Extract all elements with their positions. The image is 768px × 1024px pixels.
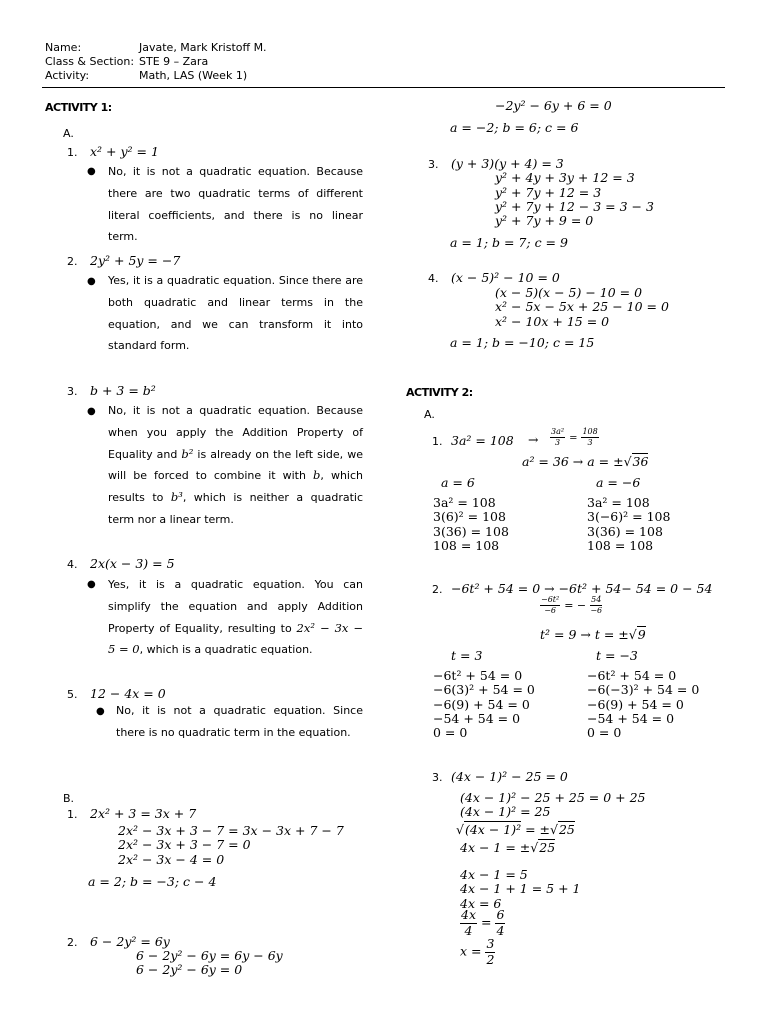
b4-coefficients: a = 1; b = −10; c = 15 [450, 335, 595, 350]
b2-step2: 6 − 2y² − 6y = 0 [136, 962, 243, 977]
bullet-icon: ● [87, 406, 96, 417]
p1-positive-root: a = 6 [441, 475, 475, 490]
name-label: Name: [45, 41, 82, 54]
activity1-part-a: A. [63, 127, 74, 140]
p2-line3: t² = 9 → t = ±√9 [540, 627, 646, 642]
a1-item1-num: 1. [67, 146, 78, 159]
b3-step2: y² + 7y + 12 = 3 [495, 185, 602, 200]
p1-check-positive: 3a² = 108 3(6)² = 108 3(36) = 108 108 = 108 [433, 495, 509, 553]
p3-sqrt-step: √(4x − 1)² = ±√25 [456, 822, 575, 837]
b2-num: 2. [67, 936, 78, 949]
p2-positive-root: t = 3 [451, 648, 483, 663]
a1-item5-num: 5. [67, 688, 78, 701]
header-divider [42, 87, 725, 88]
a1-item5-eq: 12 − 4x = 0 [90, 686, 166, 701]
a1-item2-answer: Yes, it is a quadratic equation. Since there are both quadratic and linear terms in the equation, and we can transform it into standard form. [108, 274, 363, 353]
b1-step3: 2x² − 3x − 4 = 0 [118, 852, 225, 867]
a1-item1-eq: x² + y² = 1 [90, 144, 159, 159]
p1-eq: 3a² = 108 [451, 433, 514, 448]
b4-step3: x² − 10x + 15 = 0 [495, 314, 610, 329]
activity2-title: ACTIVITY 2: [406, 386, 473, 399]
p2-negative-root: t = −3 [596, 648, 638, 663]
activity-label: Activity: [45, 69, 90, 82]
a1-item2-eq: 2y² + 5y = −7 [90, 253, 181, 268]
p2-eq: −6t² + 54 = 0 → −6t² + 54− 54 = 0 − 54 [451, 581, 713, 596]
b2-step3: −2y² − 6y + 6 = 0 [495, 98, 612, 113]
a1-item4-answer: Yes, it is a quadratic equation. You can simplify the equation and apply Addition Property of Equality, resulting to 2x² − 3x − 5 = 0, which is a quadratic equation. [108, 578, 363, 657]
p3-solution: x = $\frac{3}{2}$ [460, 936, 495, 967]
name-value: Javate, Mark Kristoff M. [139, 41, 267, 54]
p1-fraction: $\frac{\text{3a²}}{3}$ = $\frac{108}{3}$ [551, 427, 598, 447]
p3-steps-c: 4x − 1 = 5 4x − 1 + 1 = 5 + 1 4x = 6 [460, 867, 581, 911]
arrow-right-icon: → [528, 432, 539, 447]
p2-check-positive: −6t² + 54 = 0 −6(3)² + 54 = 0 −6(9) + 54 = 0 −54 + 54 = 0 0 = 0 [433, 668, 535, 741]
b1-coefficients: a = 2; b = −3; c − 4 [88, 874, 217, 889]
a1-item2-num: 2. [67, 255, 78, 268]
p1-line2: a² = 36 → a = ±√36 [522, 454, 649, 469]
bullet-icon: ● [87, 166, 96, 177]
p1-num: 1. [432, 435, 443, 448]
p3-step-b: 4x − 1 = ±√25 [460, 840, 556, 855]
a1-item3-num: 3. [67, 385, 78, 398]
b4-eq: (x − 5)² − 10 = 0 [451, 270, 560, 285]
p3-division: $\frac{4x}{4}$ = $\frac{6}{4}$ [461, 907, 505, 938]
b3-step1: y² + 4y + 3y + 12 = 3 [495, 170, 635, 185]
p3-eq: (4x − 1)² − 25 = 0 [451, 769, 568, 784]
activity1-part-b: B. [63, 792, 75, 805]
a1-item5-answer: No, it is not a quadratic equation. Since there is no quadratic term in the equation. [116, 704, 363, 739]
p2-fraction: $\frac{\text{−6t²}}{-6}$ = − $\frac{54}{-6}$ [541, 595, 603, 615]
b1-eq: 2x² + 3 = 3x + 7 [90, 806, 197, 821]
p1-check-negative: 3a² = 108 3(−6)² = 108 3(36) = 108 108 = 108 [587, 495, 671, 553]
b4-num: 4. [428, 272, 439, 285]
b3-step3: y² + 7y + 12 − 3 = 3 − 3 [495, 199, 654, 214]
p3-steps-a: (4x − 1)² − 25 + 25 = 0 + 25 (4x − 1)² = 25 [460, 790, 646, 820]
p2-num: 2. [432, 583, 443, 596]
activity-value: Math, LAS (Week 1) [139, 69, 248, 82]
b3-step4: y² + 7y + 9 = 0 [495, 213, 594, 228]
class-section-value: STE 9 – Zara [139, 55, 209, 68]
bullet-icon: ● [96, 706, 105, 717]
p3-num: 3. [432, 771, 443, 784]
p2-check-negative: −6t² + 54 = 0 −6(−3)² + 54 = 0 −6(9) + 54 = 0 −54 + 54 = 0 0 = 0 [587, 668, 700, 741]
a1-item1-answer: No, it is not a quadratic equation. Because there are two quadratic terms of different literal coefficients, and there is no linear term. [108, 165, 363, 244]
b2-eq: 6 − 2y² = 6y [90, 934, 170, 949]
b2-coefficients: a = −2; b = 6; c = 6 [450, 120, 579, 135]
b1-step1: 2x² − 3x + 3 − 7 = 3x − 3x + 7 − 7 [118, 823, 344, 838]
bullet-icon: ● [87, 276, 96, 287]
a1-item3-answer: No, it is not a quadratic equation. Because when you apply the Addition Property of Equality and b² is already on the left side, we will be forced to combine it with b, which results to b³, which is neither a quadratic term nor a linear term. [108, 404, 364, 526]
activity1-title: ACTIVITY 1: [45, 101, 112, 114]
b3-coefficients: a = 1; b = 7; c = 9 [450, 235, 568, 250]
b2-step1: 6 − 2y² − 6y = 6y − 6y [136, 948, 283, 963]
activity2-part-a: A. [424, 408, 435, 421]
b1-step2: 2x² − 3x + 3 − 7 = 0 [118, 837, 251, 852]
b4-step1: (x − 5)(x − 5) − 10 = 0 [495, 285, 643, 300]
bullet-icon: ● [87, 579, 96, 590]
p1-negative-root: a = −6 [596, 475, 641, 490]
b3-eq: (y + 3)(y + 4) = 3 [451, 156, 564, 171]
b4-step2: x² − 5x − 5x + 25 − 10 = 0 [495, 299, 669, 314]
class-section-label: Class & Section: [45, 55, 135, 68]
a1-item4-num: 4. [67, 558, 78, 571]
a1-item4-eq: 2x(x − 3) = 5 [90, 556, 175, 571]
a1-item3-eq: b + 3 = b² [90, 383, 156, 398]
b3-num: 3. [428, 158, 439, 171]
b1-num: 1. [67, 808, 78, 821]
